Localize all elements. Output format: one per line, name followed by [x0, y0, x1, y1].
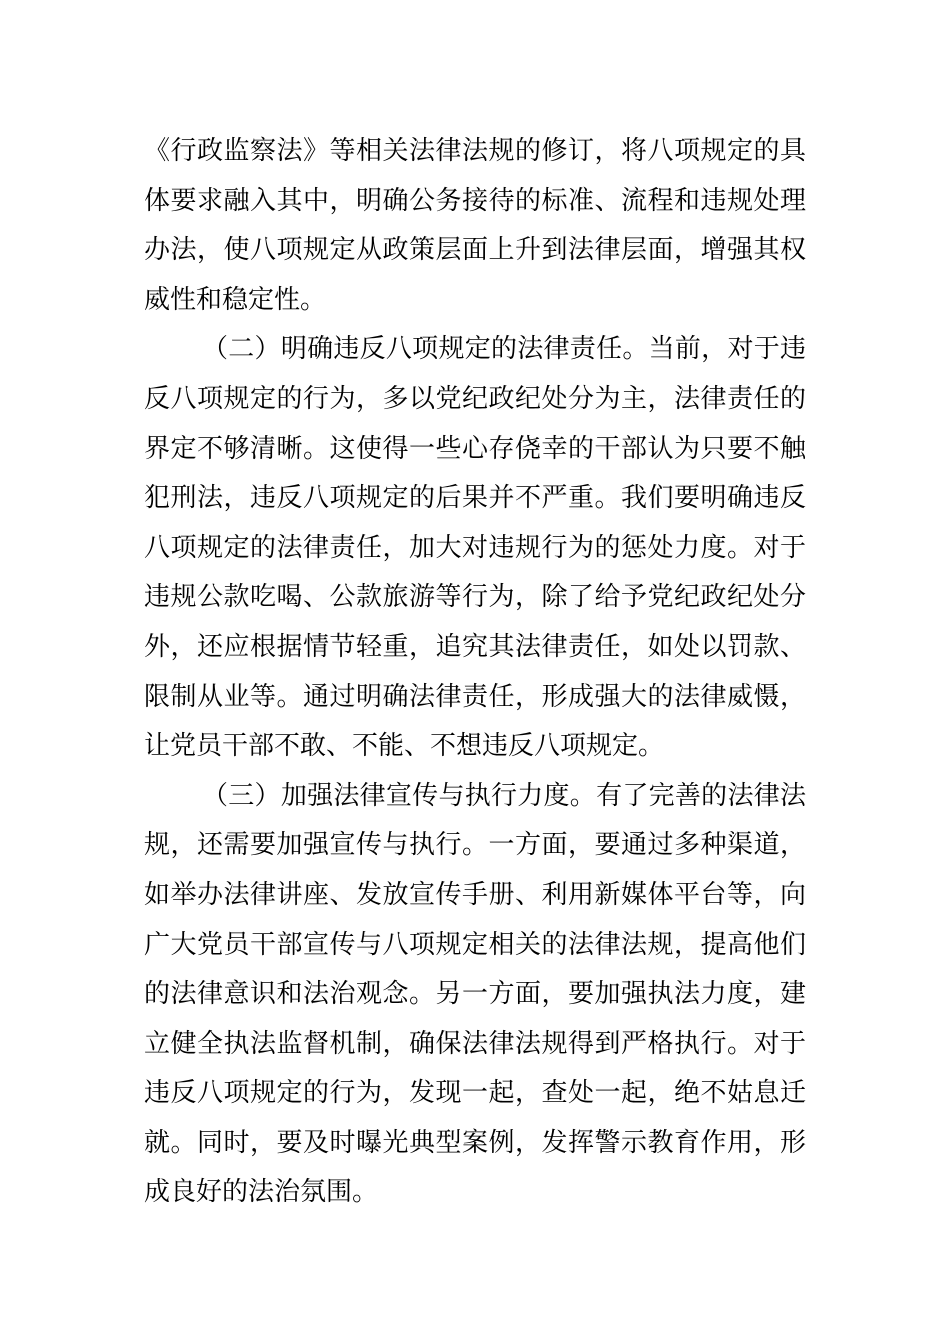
- text-line: 成良好的法治氛围。: [144, 1177, 379, 1208]
- document-page: [144, 127, 806, 1218]
- text-line: 规，还需要加强宣传与执行。一方面，要通过多种渠道，: [144, 830, 806, 861]
- text-line: 如举办法律讲座、发放宣传手册、利用新媒体平台等，向: [144, 879, 806, 910]
- text-line: 广大党员干部宣传与八项规定相关的法律法规，提高他们: [144, 929, 806, 960]
- text-line: 让党员干部不敢、不能、不想违反八项规定。: [144, 731, 665, 762]
- paragraph-1: [144, 127, 806, 325]
- paragraph-2: [144, 325, 806, 771]
- text-line: 体要求融入其中，明确公务接待的标准、流程和违规处理: [144, 185, 806, 216]
- text-line: 立健全执法监督机制，确保法律法规得到严格执行。对于: [144, 1028, 806, 1059]
- text-line: 反八项规定的行为，多以党纪政纪处分为主，法律责任的: [144, 383, 806, 414]
- text-line: 办法，使八项规定从政策层面上升到法律层面，增强其权: [144, 235, 806, 266]
- text-line: 外，还应根据情节轻重，追究其法律责任，如处以罚款、: [144, 631, 806, 662]
- text-line: 违规公款吃喝、公款旅游等行为，除了给予党纪政纪处分: [144, 582, 806, 613]
- paragraph-3: [144, 772, 806, 1218]
- text-line: 犯刑法，违反八项规定的后果并不严重。我们要明确违反: [144, 483, 806, 514]
- text-line: （二）明确违反八项规定的法律责任。当前，对于违: [202, 334, 806, 365]
- text-line: （三）加强法律宣传与执行力度。有了完善的法律法: [202, 780, 806, 811]
- text-line: 限制从业等。通过明确法律责任，形成强大的法律威慑，: [144, 681, 806, 712]
- text-line: 威性和稳定性。: [144, 284, 327, 315]
- text-line: 的法律意识和法治观念。另一方面，要加强执法力度，建: [144, 979, 806, 1010]
- text-line: 就。同时，要及时曝光典型案例，发挥警示教育作用，形: [144, 1127, 806, 1158]
- text-line: 《行政监察法》等相关法律法规的修订，将八项规定的具: [144, 136, 806, 166]
- text-line: 八项规定的法律责任，加大对违规行为的惩处力度。对于: [144, 532, 806, 563]
- text-line: 界定不够清晰。这使得一些心存侥幸的干部认为只要不触: [144, 433, 806, 464]
- text-line: 违反八项规定的行为，发现一起，查处一起，绝不姑息迁: [144, 1078, 806, 1109]
